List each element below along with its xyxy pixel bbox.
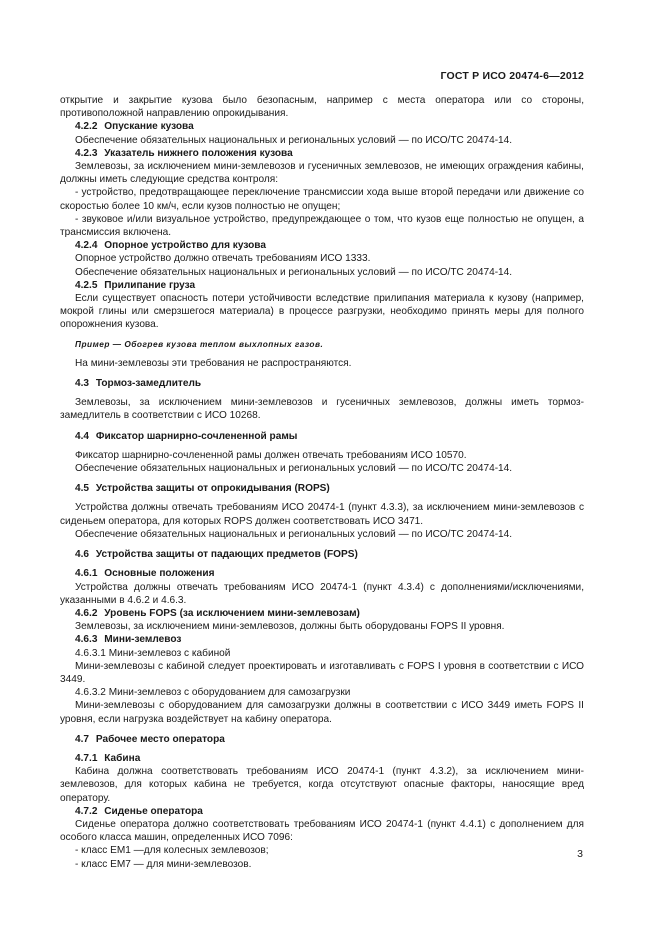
paragraph: Обеспечение обязательных национальных и региональных условий — по ИСО/ТС 20474-14. [75,266,513,278]
paragraph: - звуковое и/или визуальное устройство, предупреждающее о том, что кузов еще полностью не опущен, а трансмиссия включена. [60,213,584,239]
heading-number: 4.6.1 [75,568,98,580]
heading-number: 4.7 [75,733,90,745]
heading-number: 4.6.2 [75,607,98,619]
subsection-heading [60,633,584,646]
paragraph: - устройство, предотвращающее переключение трансмиссии хода выше второй передачи или движение со скоростью более 10 км/ч, если кузов полностью не опущен; [60,187,584,212]
subsection-heading [60,607,584,620]
section-heading [60,733,584,746]
subsection-heading [60,567,584,580]
example-note: Пример — Обогрев кузова теплом выхлопных газов. [75,338,324,349]
clause-heading [60,647,584,660]
paragraph: Мини-землевозы с кабиной следует проектировать и изготавливать с FOPS I уровня в соответствии с ИСО 3449. [60,660,584,685]
section-heading [60,548,584,561]
heading-number: 4.2.5 [75,279,98,291]
section-heading [60,430,584,443]
heading-title: Кабина [104,752,141,764]
heading-title: Устройства защиты от опрокидывания (ROPS) [95,483,330,495]
paragraph: открытие и закрытие кузова было безопасным, например с места оператора или со стороны, противоположной направлению опрокидывания. [60,95,584,120]
paragraph: Обеспечение обязательных национальных и региональных условий — по ИСО/ТС 20474-14. [75,528,513,540]
heading-title: Тормоз-замедлитель [95,378,202,390]
paragraph: Землевозы, за исключением мини-землевозов и гусеничных землевозов, должны иметь тормоз-замедлитель в соответствии с ИСО 10268. [60,397,584,422]
paragraph: Устройства должны отвечать требованиям ИСО 20474-1 (пункт 4.3.4) с дополнениями/исключениями, указанными в 4.6.2 и 4.6.3. [60,581,584,606]
heading-number: 4.6.3.1 [75,647,106,659]
paragraph: Обеспечение обязательных национальных и региональных условий — по ИСО/ТС 20474-14. [75,463,513,475]
heading-title: Опускание кузова [104,121,194,133]
subsection-heading [60,279,584,292]
paragraph: - класс ЕМ1 —для колесных землевозов; [75,845,269,857]
document-body [60,94,584,871]
heading-number: 4.3 [75,378,90,390]
paragraph: Кабина должна соответствовать требованиям ИСО 20474-1 (пункт 4.3.2), за исключением мини-землевозов, для которых кабина не требуется, когда отсутствуют опасные факторы, наносящие вред оператору. [60,766,584,804]
clause-heading [60,686,584,699]
heading-number: 4.6 [75,549,90,561]
heading-title: Прилипание груза [104,279,196,291]
paragraph: Обеспечение обязательных национальных и региональных условий — по ИСО/ТС 20474-14. [75,134,513,146]
subsection-heading [60,120,584,133]
heading-title: Мини-землевоз [104,634,182,646]
heading-title: Уровень FOPS (за исключением мини-землевозам) [104,607,360,619]
heading-number: 4.6.3 [75,634,98,646]
subsection-heading [60,239,584,252]
heading-number: 4.2.3 [75,147,98,159]
paragraph: - класс ЕМ7 — для мини-землевозов. [75,858,252,870]
paragraph: Землевозы, за исключением мини-землевозов и гусеничных землевозов, не имеющих ограждения кабины, должны иметь следующие средства контроля: [60,161,584,186]
paragraph: На мини-землевозы эти требования не распространяются. [75,357,352,369]
subsection-heading [60,752,584,765]
document-header: ГОСТ Р ИСО 20474-6—2012 [440,70,584,82]
heading-title: Рабочее место оператора [95,733,225,745]
heading-number: 4.5 [75,483,90,495]
paragraph: Мини-землевозы с оборудованием для самозагрузки должны в соответствии с ИСО 3449 иметь FOPS II уровня, если нагрузка воздействует на кабину оператора. [60,700,584,725]
heading-title: Мини-землевоз с оборудованием для самозагрузки [108,687,351,699]
paragraph: Устройства должны отвечать требованиям ИСО 20474-1 (пункт 4.3.3), за исключением мини-землевозов с сиденьем оператора, для которых ROPS должен соответствовать ИСО 3471. [60,502,584,527]
paragraph: Фиксатор шарнирно-сочлененной рамы должен отвечать требованиям ИСО 10570. [75,449,467,461]
heading-title: Фиксатор шарнирно-сочлененной рамы [95,430,298,442]
heading-number: 4.7.2 [75,805,98,817]
heading-number: 4.6.3.2 [75,687,106,699]
heading-title: Мини-землевоз с кабиной [108,647,231,659]
paragraph: Опорное устройство должно отвечать требованиям ИСО 1333. [75,253,371,265]
section-heading [60,377,584,390]
heading-title: Указатель нижнего положения кузова [104,147,293,159]
heading-title: Устройства защиты от падающих предметов (FOPS) [95,549,358,561]
heading-title: Сиденье оператора [104,805,203,817]
paragraph: Если существует опасность потери устойчивости вследствие прилипания материала к кузову (например, мокрой глины или смерзшегося материала) в процессе разгрузки, необходимо принять меры для полного опорожнения кузова. [60,293,584,331]
heading-number: 4.4 [75,430,90,442]
paragraph: Землевозы, за исключением мини-землевозов, должны быть оборудованы FOPS II уровня. [75,621,505,633]
heading-number: 4.2.2 [75,121,98,133]
heading-title: Опорное устройство для кузова [104,240,266,252]
paragraph: Сиденье оператора должно соответствовать требованиям ИСО 20474-1 (пункт 4.4.1) с дополнением для особого класса машин, определенных ИСО 7096: [60,818,584,844]
heading-title: Основные положения [104,568,215,580]
heading-number: 4.2.4 [75,240,98,252]
page-number: 3 [577,848,583,860]
subsection-heading [60,147,584,160]
subsection-heading [60,805,584,818]
section-heading [60,482,584,495]
heading-number: 4.7.1 [75,752,98,764]
